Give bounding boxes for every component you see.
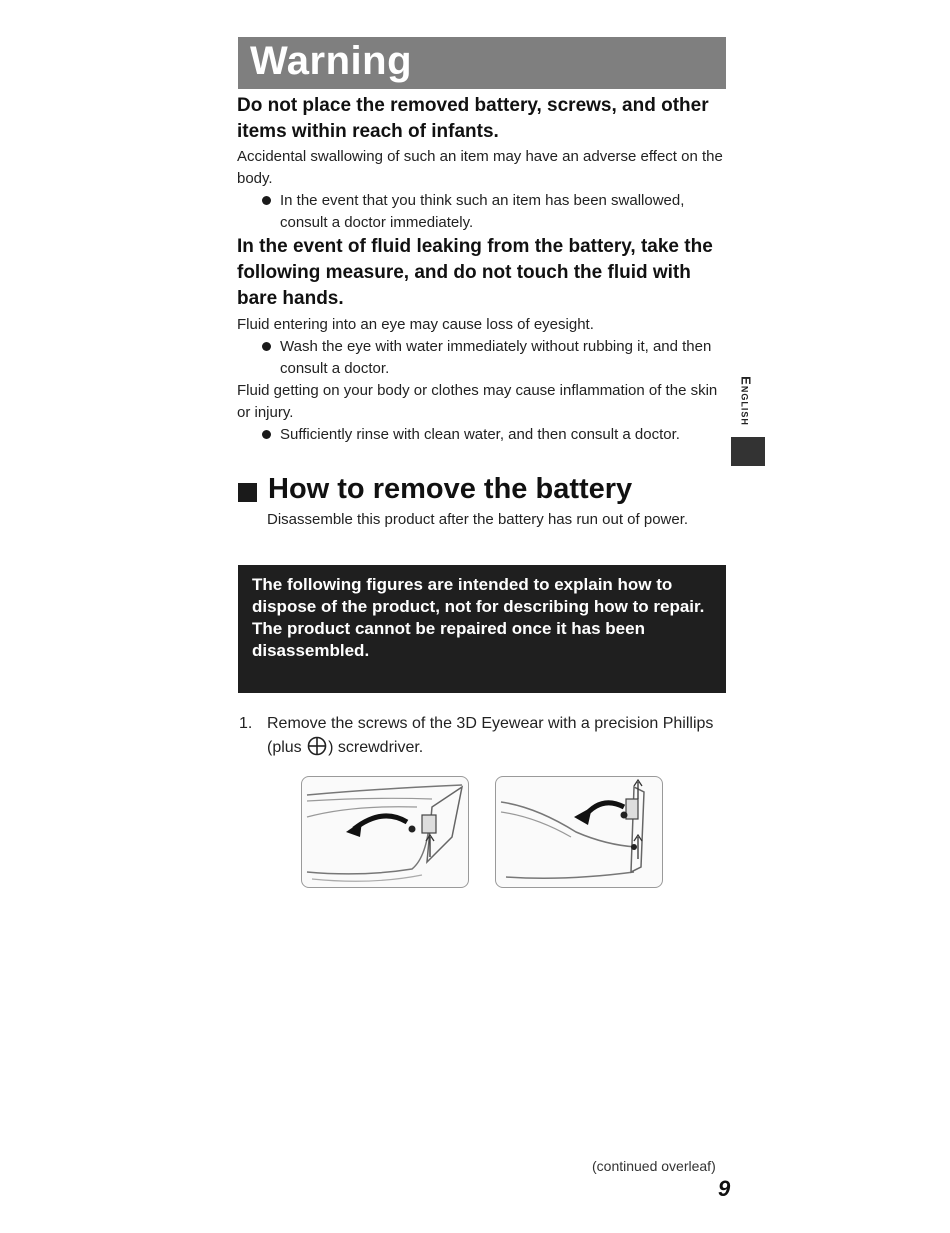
warning-banner (238, 37, 726, 89)
eyewear-left-illustration (302, 777, 467, 886)
section-intro: Disassemble this product after the battery has run out of power. (267, 511, 689, 528)
fluid-eye-body: Fluid entering into an eye may cause loss of eyesight. (237, 316, 594, 333)
infant-warning-block (237, 93, 727, 234)
step-text-before: Remove the screws of the 3D Eyewear with a precision Phillips (plus (267, 715, 714, 756)
section-intro-block (267, 509, 727, 531)
fluid-eye-bullet (237, 336, 727, 380)
fluid-eye-bullet-text: Wash the eye with water immediately without rubbing it, and then consult a doctor. (280, 338, 712, 377)
language-tab-marker (731, 437, 765, 466)
warning-title: Warning (250, 39, 412, 83)
language-tab-label: English (738, 376, 754, 426)
bullet-icon (262, 430, 271, 439)
fluid-skin-body: Fluid getting on your body or clothes may cause inflammation of the skin or injury. (237, 382, 718, 421)
square-bullet-icon (238, 483, 257, 502)
bullet-icon (262, 196, 271, 205)
notice-line-2: The product cannot be repaired once it has been disassembled. (252, 619, 645, 660)
eyewear-screw-figure-right (495, 776, 663, 888)
disposal-notice-box (238, 565, 726, 693)
step-text (267, 712, 727, 760)
fluid-skin-bullet (237, 424, 727, 446)
fluid-skin-bullet-text: Sufficiently rinse with clean water, and then consult a doctor. (280, 426, 680, 443)
page-number: 9 (718, 1176, 731, 1201)
infant-warning-bullet (237, 190, 727, 234)
fluid-warning-heading: In the event of fluid leaking from the battery, take the following measure, and do not touch the fluid with bare hands. (237, 236, 713, 309)
phillips-plus-icon (307, 736, 327, 756)
step-number: 1. (239, 715, 253, 732)
bullet-icon (262, 342, 271, 351)
language-tab (731, 366, 761, 436)
section-title: How to remove the battery (268, 473, 633, 505)
eyewear-right-illustration (496, 777, 661, 886)
continued-note: (continued overleaf) (592, 1158, 716, 1174)
infant-warning-bullet-text: In the event that you think such an item has been swallowed, consult a doctor immediately. (280, 192, 685, 231)
eyewear-screw-figure-left (301, 776, 469, 888)
fluid-warning-block (237, 234, 727, 446)
notice-line-1: The following figures are intended to explain how to dispose of the product, not for describing how to repair. (252, 575, 705, 616)
infant-warning-heading: Do not place the removed battery, screws, and other items within reach of infants. (237, 95, 709, 142)
step-text-after: ) screwdriver. (328, 739, 424, 756)
infant-warning-body: Accidental swallowing of such an item may have an adverse effect on the body. (237, 148, 723, 187)
